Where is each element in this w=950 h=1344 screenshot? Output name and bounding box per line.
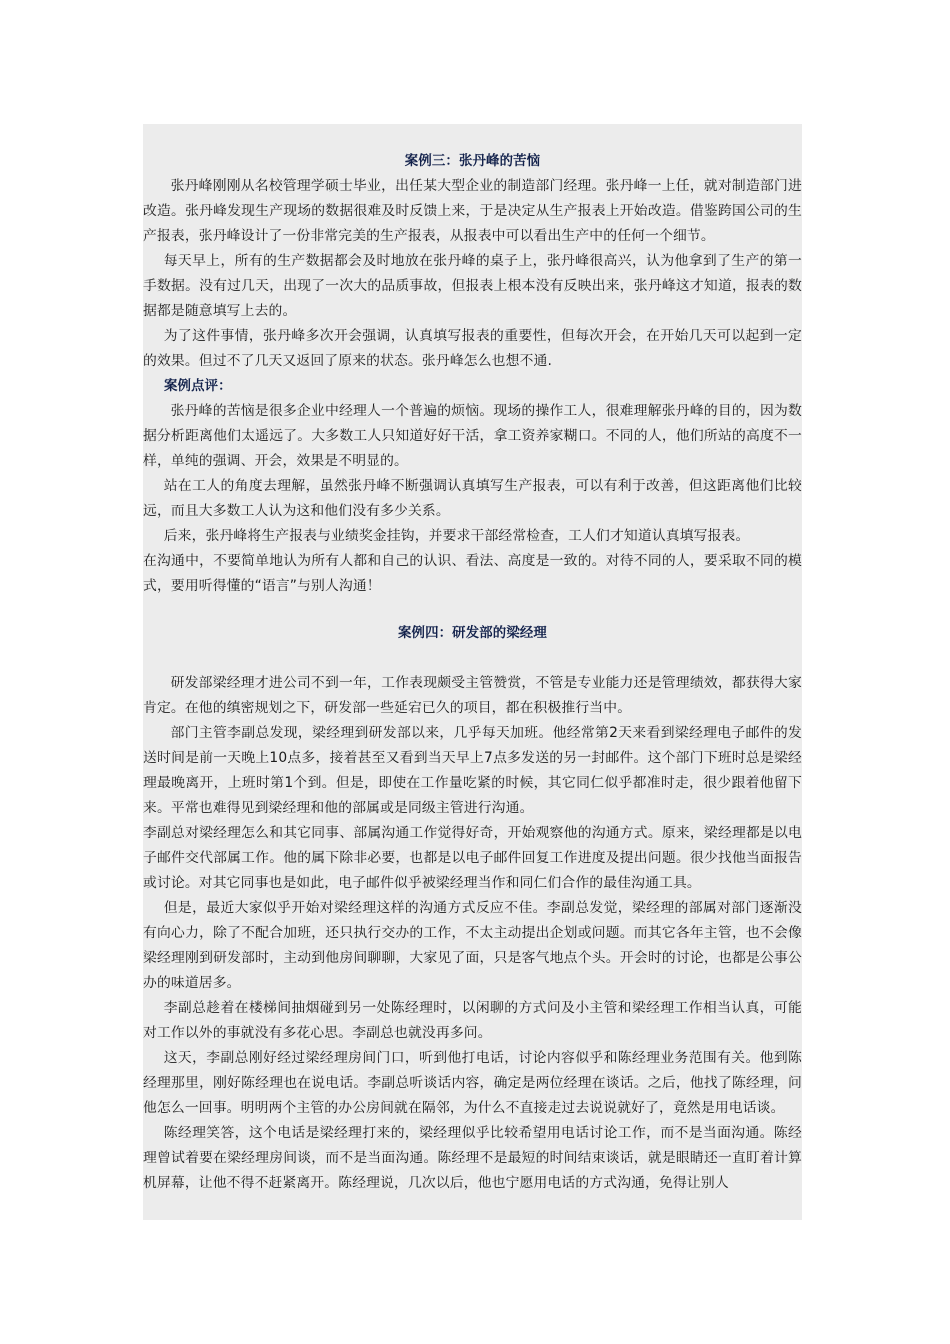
case4-title: 案例四：研发部的梁经理 (398, 626, 547, 641)
case3-review-paragraph: 张丹峰的苦恼是很多企业中经理人一个普遍的烦恼。现场的操作工人，很难理解张丹峰的目的，因为数据分析距离他们太遥远了。大多数工人只知道好好干活，拿工资养家糊口。不同的人，他们所站的高度不一样，单纯的强调、开会，效果是不明显的。 (143, 403, 802, 469)
case3-review-paragraph: 站在工人的角度去理解，虽然张丹峰不断强调认真填写生产报表，可以有利于改善，但这距离他们比较远，而且大多数工人认为这和他们没有多少关系。 (143, 478, 802, 519)
case4-paragraph: 但是，最近大家似乎开始对梁经理这样的沟通方式反应不佳。李副总发觉，梁经理的部属对部门逐渐没有向心力，除了不配合加班，还只执行交办的工作，不太主动提出企划或问题。而其它各年主管，也不会像梁经理刚到研发部时，主动到他房间聊聊，大家见了面，只是客气地点个头。开会时的讨论，也都是公事公办的味道居多。 (143, 900, 802, 991)
case3-review-paragraph: 后来，张丹峰将生产报表与业绩奖金挂钩，并要求干部经常检查，工人们才知道认真填写报表。 (163, 528, 750, 544)
case4-paragraph: 研发部梁经理才进公司不到一年，工作表现颇受主管赞赏，不管是专业能力还是管理绩效，都获得大家肯定。在他的缜密规划之下，研发部一些延宕已久的项目，都在积极推行当中。 (143, 675, 802, 716)
case3-title: 案例三：张丹峰的苦恼 (404, 154, 541, 169)
document-content (143, 124, 802, 1196)
case3-review-label: 案例点评： (164, 379, 232, 394)
case4-paragraph: 部门主管李副总发现，梁经理到研发部以来，几乎每天加班。他经常第2天来看到梁经理电子邮件的发送时间是前一天晚上10点多，接着甚至又看到当天早上7点多发送的另一封邮件。这个部门下班时总是梁经理最晚离开，上班时第1个到。但是，即使在工作量吃紧的时候，其它同仁似乎都准时走，很少跟着他留下来。平常也难得见到梁经理和他的部属或是同级主管进行沟通。 (143, 725, 802, 816)
case3-paragraph: 每天早上，所有的生产数据都会及时地放在张丹峰的桌子上，张丹峰很高兴，认为他拿到了生产的第一手数据。没有过几天，出现了一次大的品质事故，但报表上根本没有反映出来，张丹峰这才知道，报表的数据都是随意填写上去的。 (143, 253, 802, 319)
case3-paragraph: 为了这件事情，张丹峰多次开会强调，认真填写报表的重要性，但每次开会，在开始几天可以起到一定的效果。但过不了几天又返回了原来的状态。张丹峰怎么也想不通. (143, 328, 802, 369)
document-panel (143, 124, 802, 1220)
case4-paragraph: 陈经理笑答，这个电话是梁经理打来的，梁经理似乎比较希望用电话讨论工作，而不是当面沟通。陈经理曾试着要在梁经理房间谈，而不是当面沟通。陈经理不是最短的时间结束谈话，就是眼睛还一直盯着计算机屏幕，让他不得不赶紧离开。陈经理说，几次以后，他也宁愿用电话的方式沟通，免得让别人 (143, 1125, 802, 1191)
case3-paragraph: 张丹峰刚刚从名校管理学硕士毕业，出任某大型企业的制造部门经理。张丹峰一上任，就对制造部门进改造。张丹峰发现生产现场的数据很难及时反馈上来，于是决定从生产报表上开始改造。借鉴跨国公司的生产报表，张丹峰设计了一份非常完美的生产报表，从报表中可以看出生产中的任何一个细节。 (143, 178, 802, 244)
case3-review-paragraph: 在沟通中，不要简单地认为所有人都和自己的认识、看法、高度是一致的。对待不同的人，要采取不同的模式，要用听得懂的“语言”与别人沟通！ (143, 553, 802, 594)
case4-paragraph: 李副总趁着在楼梯间抽烟碰到另一处陈经理时，以闲聊的方式问及小主管和梁经理工作相当认真，可能对工作以外的事就没有多花心思。李副总也就没再多问。 (143, 1000, 802, 1041)
case4-paragraph: 这天，李副总刚好经过梁经理房间门口，听到他打电话，讨论内容似乎和陈经理业务范围有关。他到陈经理那里，刚好陈经理也在说电话。李副总听谈话内容，确定是两位经理在谈话。之后，他找了陈经理，问他怎么一回事。明明两个主管的办公房间就在隔邻，为什么不直接走过去说说就好了，竟然是用电话谈。 (143, 1050, 802, 1116)
case4-paragraph: 李副总对梁经理怎么和其它同事、部属沟通工作觉得好奇，开始观察他的沟通方式。原来，梁经理都是以电子邮件交代部属工作。他的属下除非必要，也都是以电子邮件回复工作进度及提出问题。很少找他当面报告或讨论。对其它同事也是如此，电子邮件似乎被梁经理当作和同仁们合作的最佳沟通工具。 (143, 825, 802, 891)
